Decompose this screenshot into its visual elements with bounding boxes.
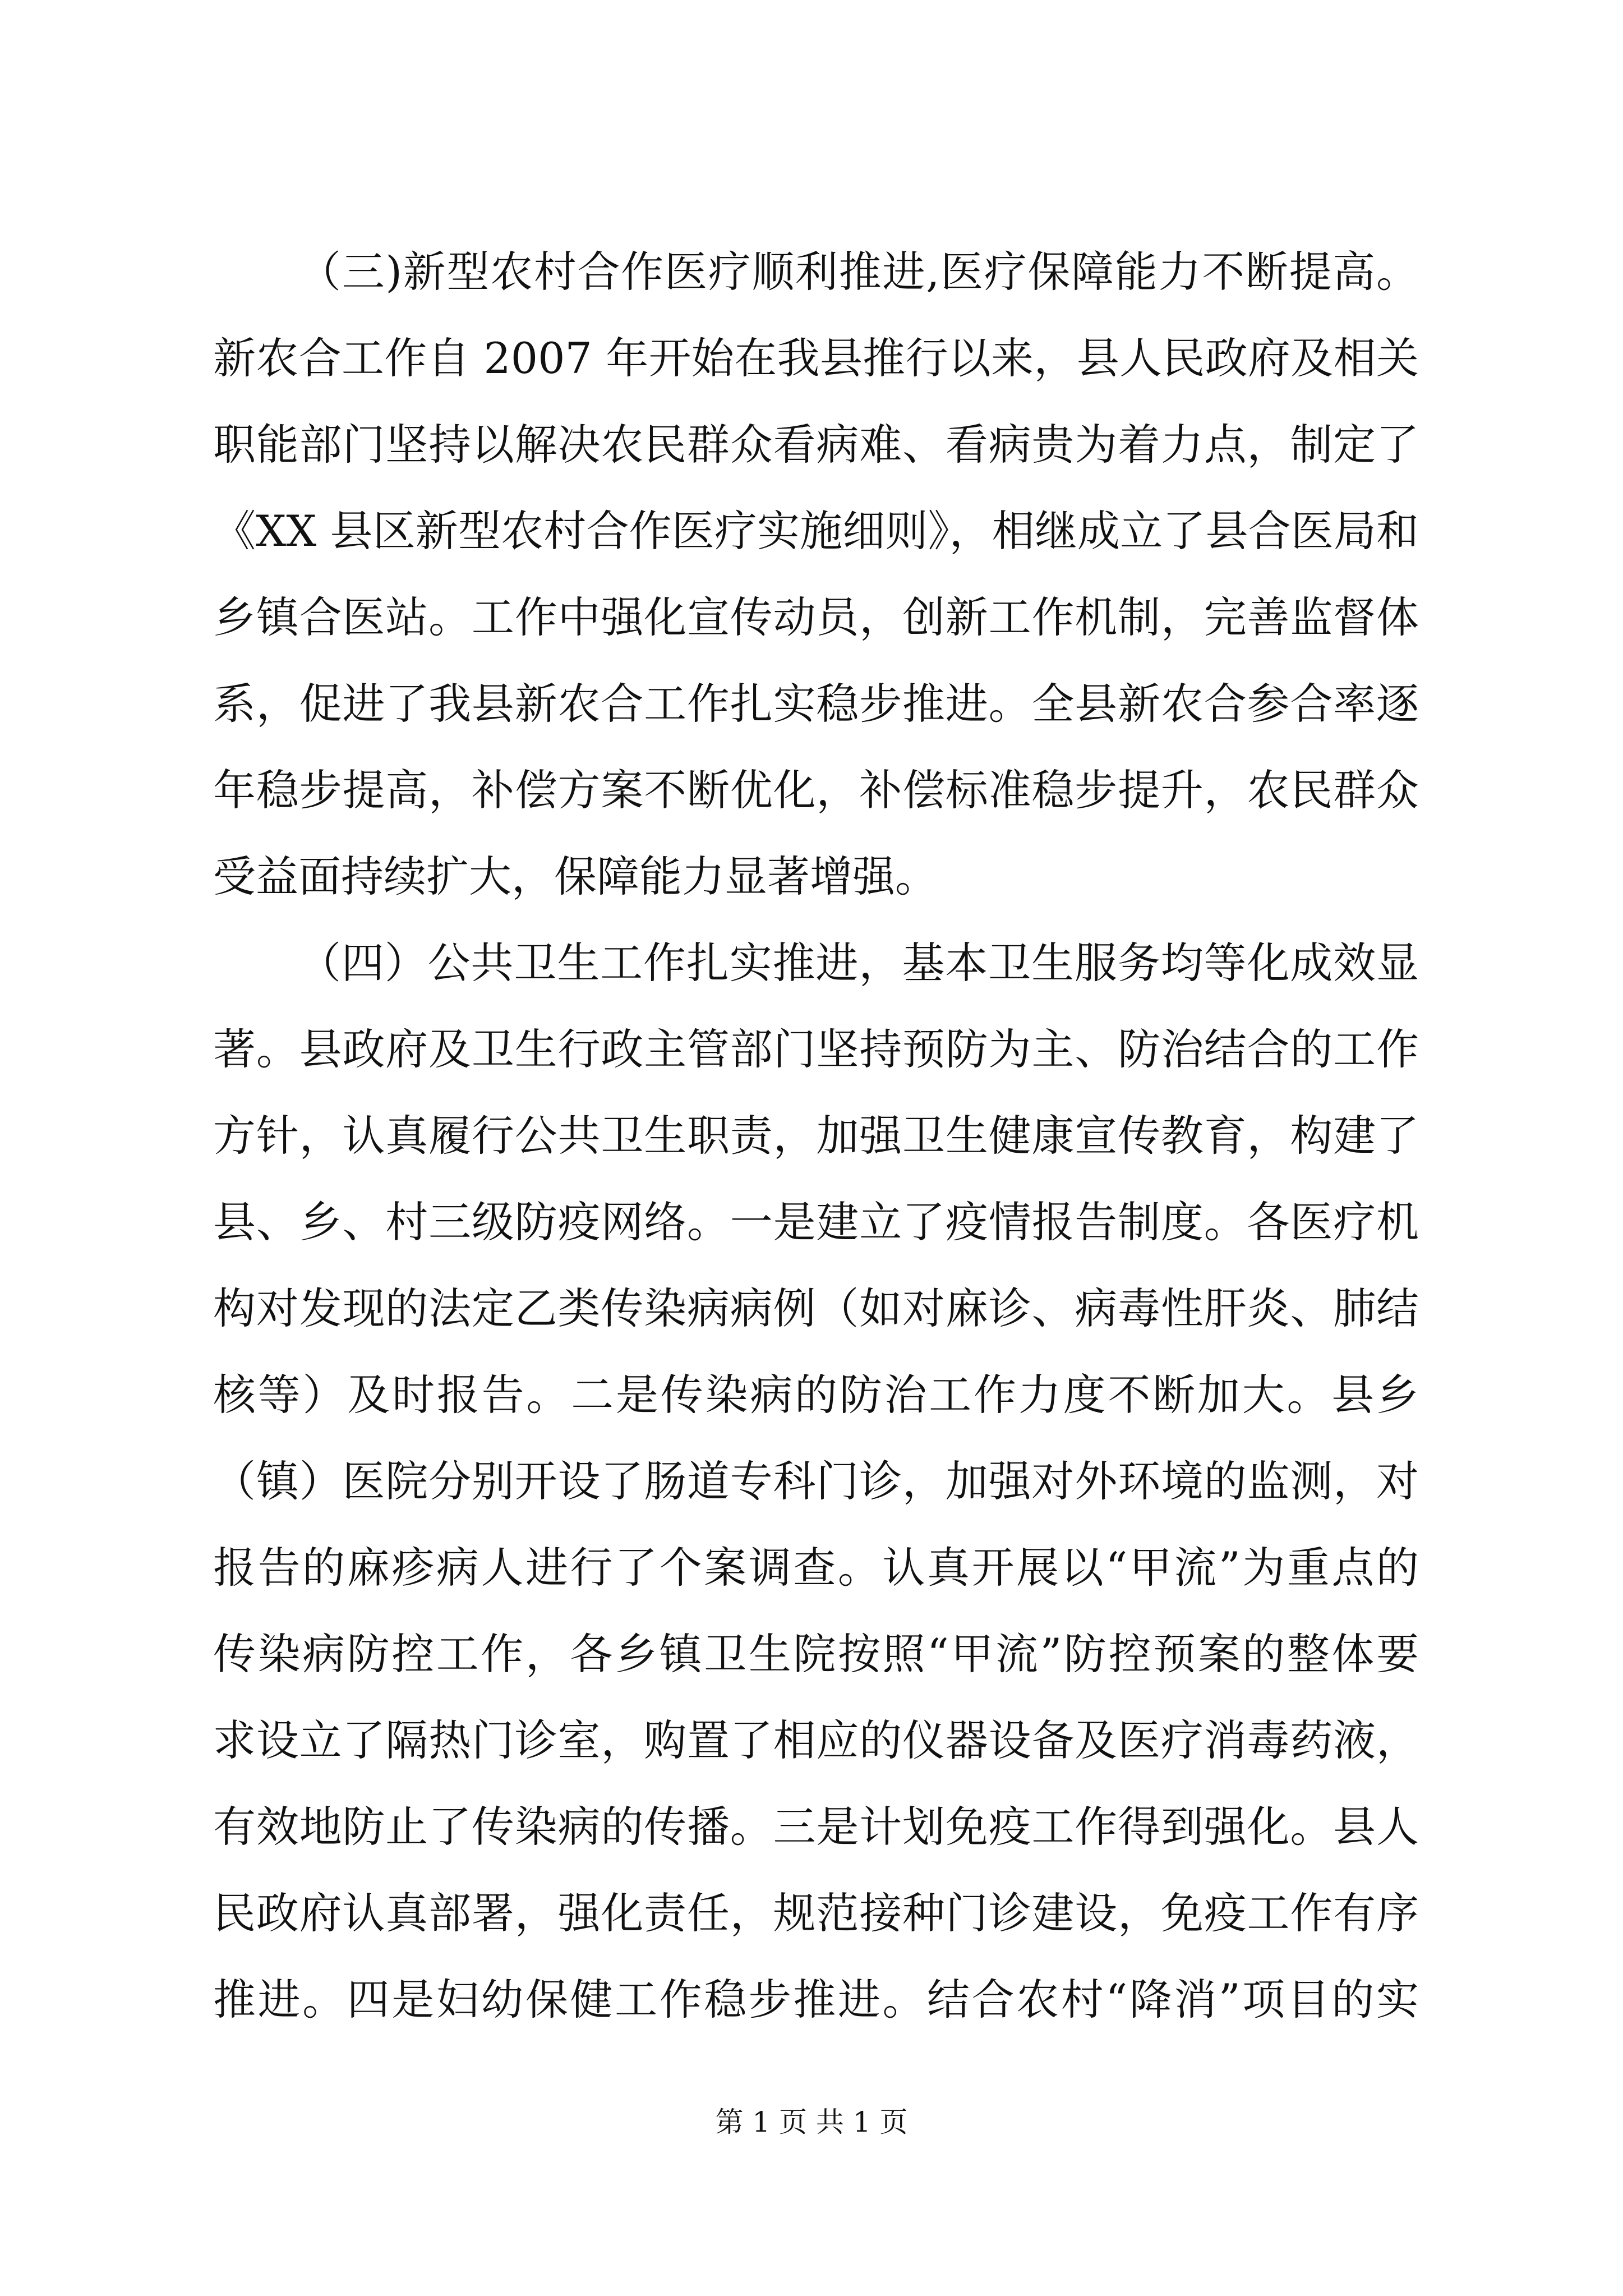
paragraph-line: 著。县政府及卫生行政主管部门坚持预防为主、防治结合的工作: [213, 1024, 1419, 1074]
page-footer: [0, 2102, 1623, 2142]
paragraph-2: [213, 920, 1419, 2043]
page-number: 第 1 页 共 1 页: [715, 2106, 908, 2138]
paragraph-line: 系，促进了我县新农合工作扎实稳步推进。全县新农合参合率逐: [213, 679, 1419, 729]
paragraph-1: [213, 229, 1419, 920]
paragraph-line: 《XX 县区新型农村合作医疗实施细则》，相继成立了县合医局和: [213, 506, 1419, 556]
paragraph-line: 乡镇合医站。工作中强化宣传动员，创新工作机制，完善监督体: [213, 592, 1419, 642]
paragraph-line: 核等）及时报告。二是传染病的防治工作力度不断加大。县乡: [213, 1370, 1419, 1420]
paragraph-line: 方针，认真履行公共卫生职责，加强卫生健康宣传教育，构建了: [213, 1111, 1419, 1161]
paragraph-line: 推进。四是妇幼保健工作稳步推进。结合农村“降消”项目的实: [213, 1975, 1419, 2024]
paragraph-line: （四）公共卫生工作扎实推进，基本卫生服务均等化成效显: [298, 938, 1419, 988]
paragraph-line: 报告的麻疹病人进行了个案调查。认真开展以“甲流”为重点的: [213, 1543, 1419, 1593]
paragraph-line: （镇）医院分别开设了肠道专科门诊，加强对外环境的监测，对: [213, 1456, 1419, 1506]
document-body: [213, 229, 1419, 2043]
paragraph-line: 新农合工作自 2007 年开始在我县推行以来，县人民政府及相关: [213, 333, 1419, 383]
paragraph-line: 受益面持续扩大，保障能力显著增强。: [213, 852, 938, 901]
paragraph-line: （三)新型农村合作医疗顺利推进,医疗保障能力不断提高。: [298, 247, 1419, 297]
paragraph-line: 传染病防控工作，各乡镇卫生院按照“甲流”防控预案的整体要: [213, 1629, 1419, 1679]
paragraph-line: 年稳步提高，补偿方案不断优化，补偿标准稳步提升，农民群众: [213, 765, 1419, 815]
paragraph-line: 民政府认真部署，强化责任，规范接种门诊建设，免疫工作有序: [213, 1888, 1419, 1938]
paragraph-line: 职能部门坚持以解决农民群众看病难、看病贵为着力点，制定了: [213, 420, 1419, 470]
paragraph-line: 有效地防止了传染病的传播。三是计划免疫工作得到强化。县人: [213, 1802, 1419, 1852]
paragraph-line: 构对发现的法定乙类传染病病例（如对麻诊、病毒性肝炎、肺结: [213, 1283, 1419, 1333]
paragraph-line: 求设立了隔热门诊室，购置了相应的仪器设备及医疗消毒药液，: [213, 1715, 1419, 1765]
paragraph-line: 县、乡、村三级防疫网络。一是建立了疫情报告制度。各医疗机: [213, 1197, 1419, 1247]
